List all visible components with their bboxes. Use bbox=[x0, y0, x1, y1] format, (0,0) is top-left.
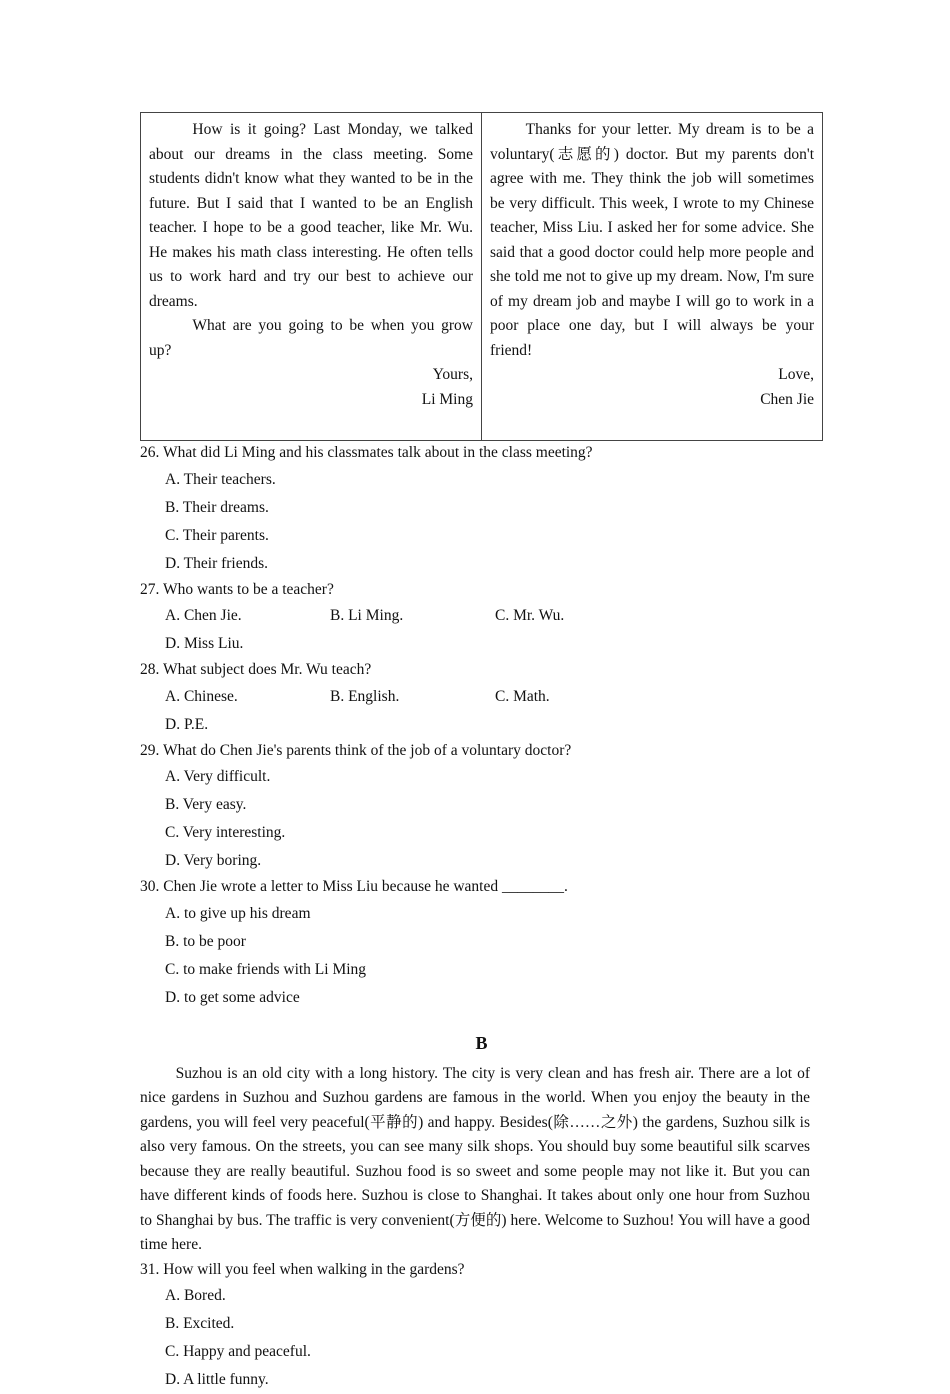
option-b[interactable]: B. Very easy. bbox=[165, 791, 495, 819]
letters-table bbox=[140, 112, 823, 441]
question-text: 26. What did Li Ming and his classmates talk about in the class meeting? bbox=[140, 441, 823, 466]
question-text: 31. How will you feel when walking in the gardens? bbox=[140, 1258, 823, 1283]
letter-paragraph: How is it going? Last Monday, we talked about our dreams in the class meeting. Some students didn't know what they wanted to be in the future. But I said that I wanted to be an English teacher. I hope to be a good teacher, like Mr. Wu. He makes his math class interesting. He often tells us to work hard and try our best to achieve our dreams. bbox=[149, 118, 473, 314]
option-c[interactable]: C. Math. bbox=[495, 683, 660, 711]
option-b[interactable]: B. Their dreams. bbox=[165, 494, 495, 522]
option-b[interactable]: B. Excited. bbox=[165, 1310, 495, 1338]
option-d[interactable]: D. P.E. bbox=[165, 711, 330, 739]
question-30 bbox=[140, 875, 823, 1012]
option-d[interactable]: D. A little funny. bbox=[165, 1366, 495, 1394]
question-29 bbox=[140, 739, 823, 876]
question-28 bbox=[140, 658, 823, 739]
option-b[interactable]: B. Li Ming. bbox=[330, 602, 495, 630]
option-c[interactable]: C. Mr. Wu. bbox=[495, 602, 660, 630]
option-a[interactable]: A. Very difficult. bbox=[165, 763, 495, 791]
section-heading: B bbox=[140, 1030, 823, 1056]
option-b[interactable]: B. English. bbox=[330, 683, 495, 711]
letter-closing: Love, bbox=[490, 363, 814, 388]
question-text: 29. What do Chen Jie's parents think of the job of a voluntary doctor? bbox=[140, 739, 823, 764]
letter-li-ming bbox=[141, 113, 482, 441]
question-31 bbox=[140, 1258, 823, 1394]
option-a[interactable]: A. to give up his dream bbox=[165, 900, 495, 928]
option-d[interactable]: D. Miss Liu. bbox=[165, 630, 330, 658]
option-a[interactable]: A. Chen Jie. bbox=[165, 602, 330, 630]
option-d[interactable]: D. Their friends. bbox=[165, 550, 495, 578]
question-text: 27. Who wants to be a teacher? bbox=[140, 578, 823, 603]
letter-chen-jie bbox=[482, 113, 823, 441]
option-b[interactable]: B. to be poor bbox=[165, 928, 495, 956]
letter-signature: Li Ming bbox=[149, 388, 473, 413]
letter-signature: Chen Jie bbox=[490, 388, 814, 413]
question-text: 28. What subject does Mr. Wu teach? bbox=[140, 658, 823, 683]
option-a[interactable]: A. Their teachers. bbox=[165, 466, 495, 494]
question-text: 30. Chen Jie wrote a letter to Miss Liu because he wanted ________. bbox=[140, 875, 823, 900]
option-c[interactable]: C. Happy and peaceful. bbox=[165, 1338, 495, 1366]
option-a[interactable]: A. Chinese. bbox=[165, 683, 330, 711]
letter-paragraph: Thanks for your letter. My dream is to be a voluntary(志愿的) doctor. But my parents don't agree with me. They think the job will sometimes be very difficult. This week, I wrote to my Chinese teacher, Miss Liu. I asked her for some advice. She said that a good doctor could help more people and she told me not to give up my dream. Now, I'm sure of my dream job and maybe I will go to work in a poor place one day, but I will always be your friend! bbox=[490, 118, 814, 363]
letter-paragraph: What are you going to be when you grow up? bbox=[149, 314, 473, 363]
reading-passage: Suzhou is an old city with a long history. The city is very clean and has fresh air. There are a lot of nice gardens in Suzhou and Suzhou gardens are famous in the world. When you enjoy the beauty in the gardens, you will feel very peaceful(平静的) and happy. Besides(除……之外) the gardens, Suzhou silk is also very famous. On the streets, you can see many silk shops. You should buy some beautiful silk scarves because they are really beautiful. Suzhou food is so sweet and some people may not like it. But you can have different kinds of foods here. Suzhou is close to Shanghai. It takes about only one hour from Suzhou to Shanghai by bus. The traffic is very convenient(方便的) here. Welcome to Suzhou! You will have a good time here. bbox=[140, 1062, 810, 1258]
option-d[interactable]: D. Very boring. bbox=[165, 847, 495, 875]
option-d[interactable]: D. to get some advice bbox=[165, 984, 495, 1012]
exam-page bbox=[140, 112, 823, 1394]
option-a[interactable]: A. Bored. bbox=[165, 1282, 495, 1310]
option-c[interactable]: C. to make friends with Li Ming bbox=[165, 956, 495, 984]
question-26 bbox=[140, 441, 823, 578]
option-c[interactable]: C. Their parents. bbox=[165, 522, 495, 550]
question-27 bbox=[140, 578, 823, 659]
letter-closing: Yours, bbox=[149, 363, 473, 388]
option-c[interactable]: C. Very interesting. bbox=[165, 819, 495, 847]
